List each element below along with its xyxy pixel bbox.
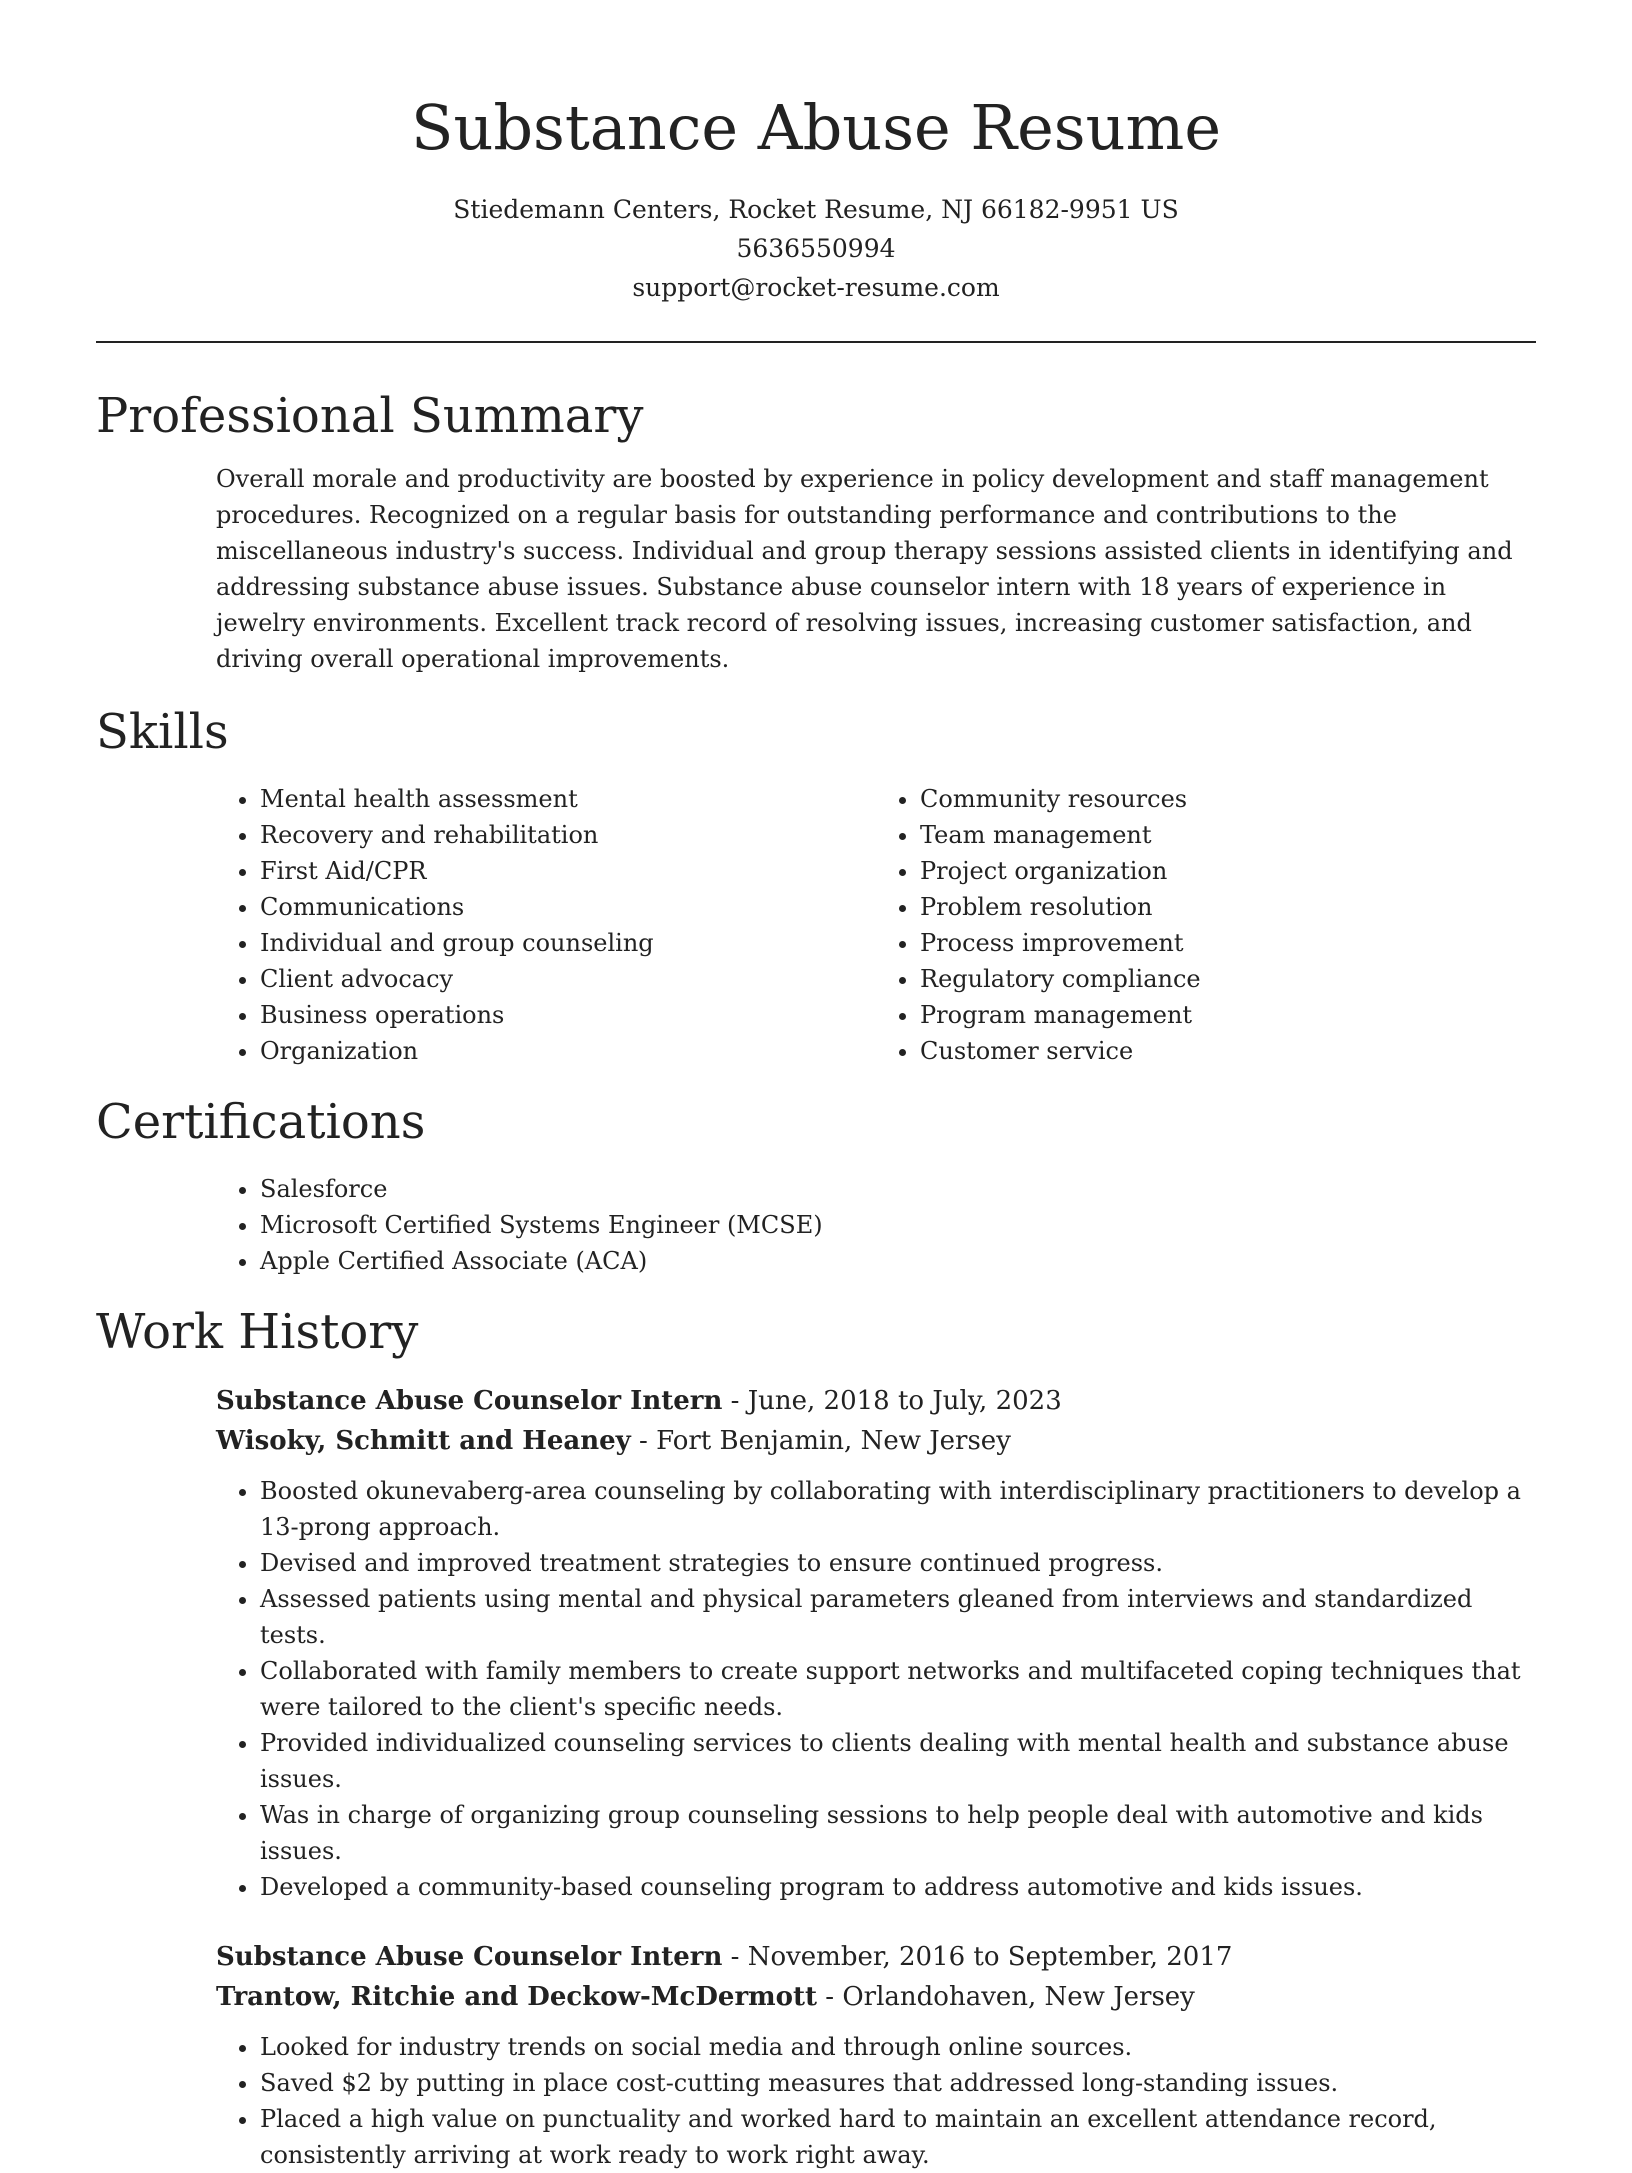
job-bullet: • Assessed patients using mental and physical parameters gleaned from interviews and standardized tests. [260, 1581, 1536, 1653]
certification-item: • Salesforce [260, 1171, 1536, 1207]
skill-item: • Problem resolution [920, 889, 1536, 925]
job-entry [216, 1937, 1536, 2173]
summary-section [96, 383, 1536, 677]
job-bullet: • Boosted okunevaberg-area counseling by collaborating with interdisciplinary practitioners to develop a 13-prong approach. [260, 1473, 1536, 1545]
resume-header [96, 0, 1536, 307]
job-bullet: • Devised and improved treatment strategies to ensure continued progress. [260, 1545, 1536, 1581]
skills-list-left [216, 781, 876, 1069]
certifications-section [96, 1089, 1536, 1279]
resume-title: Substance Abuse Resume [410, 91, 1222, 164]
job-dates: - November, 2016 to September, 2017 [722, 1942, 1233, 1972]
job-title: Substance Abuse Counselor Intern [216, 1942, 723, 1972]
job-bullets [216, 1473, 1536, 1905]
skill-item: • Client advocacy [260, 961, 876, 997]
skill-item: • Recovery and rehabilitation [260, 817, 876, 853]
job-title-line [216, 1937, 1536, 1977]
company-name: Trantow, Ritchie and Deckow-McDermott [216, 1982, 818, 2012]
skills-list-right [876, 781, 1536, 1069]
summary-text: Overall morale and productivity are boosted by experience in policy development and staff management procedures. Recognized on a regular basis for outstanding performance and contributions to the miscellaneous industry's success. Individual and group therapy sessions assisted clients in identifying and addressing substance abuse issues. Substance abuse counselor intern with 18 years of experience in jewelry environments. Excellent track record of resolving issues, increasing customer satisfaction, and driving overall operational improvements. [216, 465, 1513, 673]
skill-item: • Team management [920, 817, 1536, 853]
skill-item: • Organization [260, 1033, 876, 1069]
work-history-heading: Work History [96, 1304, 419, 1360]
job-dates: - June, 2018 to July, 2023 [722, 1386, 1062, 1416]
certification-item: • Microsoft Certified Systems Engineer (MCSE) [260, 1207, 1536, 1243]
skill-item: • Program management [920, 997, 1536, 1033]
skill-item: • Project organization [920, 853, 1536, 889]
company-line [216, 1421, 1536, 1461]
job-bullet: • Collaborated with family members to create support networks and multifaceted coping techniques that were tailored to the client's specific needs. [260, 1653, 1536, 1725]
skill-item: • Process improvement [920, 925, 1536, 961]
skills-columns [216, 781, 1536, 1069]
skill-item: • Mental health assessment [260, 781, 876, 817]
job-bullet: • Provided individualized counseling services to clients dealing with mental health and substance abuse issues. [260, 1725, 1536, 1797]
company-location: - Fort Benjamin, New Jersey [630, 1426, 1011, 1456]
phone: 5636550994 [736, 234, 896, 263]
skills-section [96, 699, 1536, 1069]
job-bullet: • Placed a high value on punctuality and worked hard to maintain an excellent attendance record, consistently arriving at work ready to work right away. [260, 2101, 1536, 2173]
resume-page [96, 0, 1536, 2173]
certifications-list [216, 1171, 1536, 1279]
skill-item: • Community resources [920, 781, 1536, 817]
certifications-heading: Certifications [96, 1094, 426, 1150]
job-bullet: • Saved $2 by putting in place cost-cutting measures that addressed long-standing issues. [260, 2065, 1536, 2101]
job-bullet: • Developed a community-based counseling program to address automotive and kids issues. [260, 1869, 1536, 1905]
address: Stiedemann Centers, Rocket Resume, NJ 66182-9951 US [453, 195, 1179, 224]
job-bullet: • Was in charge of organizing group counseling sessions to help people deal with automotive and kids issues. [260, 1797, 1536, 1869]
certification-item: • Apple Certified Associate (ACA) [260, 1243, 1536, 1279]
skill-item: • Customer service [920, 1033, 1536, 1069]
job-bullet: • Looked for industry trends on social media and through online sources. [260, 2029, 1536, 2065]
company-line [216, 1977, 1536, 2017]
job-title-line [216, 1381, 1536, 1421]
summary-heading: Professional Summary [96, 388, 644, 444]
company-name: Wisoky, Schmitt and Heaney [216, 1426, 631, 1456]
contact-block [96, 190, 1536, 307]
company-location: - Orlandohaven, New Jersey [817, 1982, 1195, 2012]
header-divider [96, 341, 1536, 343]
skill-item: • Regulatory compliance [920, 961, 1536, 997]
skills-heading: Skills [96, 704, 229, 760]
certifications-block [216, 1171, 1536, 1279]
skill-item: • Individual and group counseling [260, 925, 876, 961]
skill-item: • Business operations [260, 997, 876, 1033]
job-entry [216, 1381, 1536, 1905]
skill-item: • First Aid/CPR [260, 853, 876, 889]
skill-item: • Communications [260, 889, 876, 925]
email: support@rocket-resume.com [632, 273, 1000, 302]
work-history-section [96, 1299, 1536, 2173]
job-title: Substance Abuse Counselor Intern [216, 1386, 723, 1416]
job-bullets [216, 2029, 1536, 2173]
